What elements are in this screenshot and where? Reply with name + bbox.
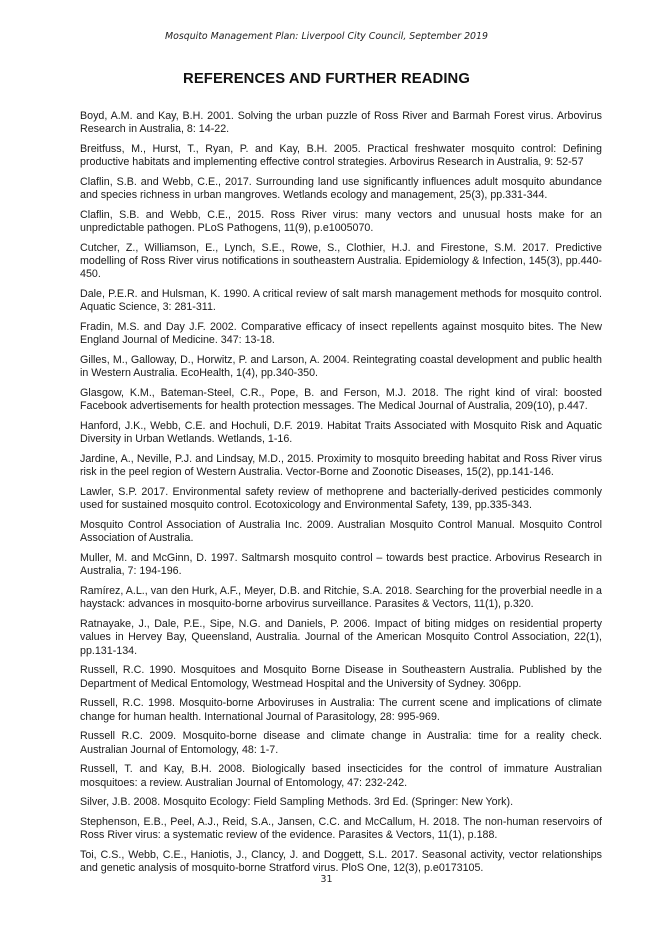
reference-entry: Stephenson, E.B., Peel, A.J., Reid, S.A., Jansen, C.C. and McCallum, H. 2018. The non-human reservoirs of Ross River virus: a systematic review of the evidence. Parasites & Vectors, 11(1), p.188. xyxy=(80,816,602,842)
reference-entry: Gilles, M., Galloway, D., Horwitz, P. and Larson, A. 2004. Reintegrating coastal development and public health in Western Australia. EcoHealth, 1(4), pp.340-350. xyxy=(80,354,602,380)
reference-entry: Russell R.C. 2009. Mosquito-borne disease and climate change in Australia: time for a reality check. Australian Journal of Entomology, 48: 1-7. xyxy=(80,730,602,756)
reference-entry: Hanford, J.K., Webb, C.E. and Hochuli, D.F. 2019. Habitat Traits Associated with Mosquito Risk and Aquatic Diversity in Urban Wetlands. Wetlands, 1-16. xyxy=(80,420,602,446)
reference-entry: Glasgow, K.M., Bateman-Steel, C.R., Pope, B. and Ferson, M.J. 2018. The right kind of viral: boosted Facebook advertisements for health protection messages. The Medical Journal of Australia, 209(10), p.447. xyxy=(80,387,602,413)
page-number: 31 xyxy=(320,874,333,885)
reference-entry: Fradin, M.S. and Day J.F. 2002. Comparative efficacy of insect repellents against mosquito bites. The New England Journal of Medicine. 347: 13-18. xyxy=(80,321,602,347)
section-title: REFERENCES AND FURTHER READING xyxy=(183,71,470,87)
reference-entry: Ramírez, A.L., van den Hurk, A.F., Meyer, D.B. and Ritchie, S.A. 2018. Searching for the proverbial needle in a haystack: advances in mosquito-borne arbovirus surveillance. Parasites & Vectors, 11(1), p.320. xyxy=(80,585,602,611)
reference-entry: Lawler, S.P. 2017. Environmental safety review of methoprene and bacterially-derived pesticides commonly used for sustained mosquito control. Ecotoxicology and Environmental Safety, 139, pp.335-343. xyxy=(80,486,602,512)
reference-entry: Breitfuss, M., Hurst, T., Ryan, P. and Kay, B.H. 2005. Practical freshwater mosquito control: Defining productive habitats and implementing effective control strategies. Arbovirus Research in Australia, 9: 52-57 xyxy=(80,143,602,169)
reference-entry: Boyd, A.M. and Kay, B.H. 2001. Solving the urban puzzle of Ross River and Barmah Forest virus. Arbovirus Research in Australia, 8: 14-22. xyxy=(80,110,602,136)
reference-entry: Claflin, S.B. and Webb, C.E., 2017. Surrounding land use significantly influences adult mosquito abundance and species richness in urban mangroves. Wetlands ecology and management, 25(3), pp.331-344. xyxy=(80,176,602,202)
reference-entry: Toi, C.S., Webb, C.E., Haniotis, J., Clancy, J. and Doggett, S.L. 2017. Seasonal activity, vector relationships and genetic analysis of mosquito-borne Stratford virus. PloS One, 12(3), p.e0173105. xyxy=(80,849,602,875)
reference-entry: Muller, M. and McGinn, D. 1997. Saltmarsh mosquito control – towards best practice. Arbovirus Research in Australia, 7: 194-196. xyxy=(80,552,602,578)
reference-entry: Ratnayake, J., Dale, P.E., Sipe, N.G. and Daniels, P. 2006. Impact of biting midges on residential property values in Hervey Bay, Queensland, Australia. Journal of the American Mosquito Control Association, 22(1), pp.131-134. xyxy=(80,618,602,657)
reference-list xyxy=(80,110,602,882)
reference-entry: Cutcher, Z., Williamson, E., Lynch, S.E., Rowe, S., Clothier, H.J. and Firestone, S.M. 2017. Predictive modelling of Ross River virus notifications in southeastern Australia. Epidemiology & Infection, 145(3), pp.440-450. xyxy=(80,242,602,281)
reference-entry: Russell, T. and Kay, B.H. 2008. Biologically based insecticides for the control of immature Australian mosquitoes: a review. Australian Journal of Entomology, 47: 232-242. xyxy=(80,763,602,789)
reference-entry: Claflin, S.B. and Webb, C.E., 2015. Ross River virus: many vectors and unusual hosts make for an unpredictable pathogen. PLoS Pathogens, 11(9), p.e1005070. xyxy=(80,209,602,235)
reference-entry: Silver, J.B. 2008. Mosquito Ecology: Field Sampling Methods. 3rd Ed. (Springer: New York). xyxy=(80,796,514,809)
reference-entry: Mosquito Control Association of Australia Inc. 2009. Australian Mosquito Control Manual. Mosquito Control Association of Australia. xyxy=(80,519,602,545)
reference-entry: Jardine, A., Neville, P.J. and Lindsay, M.D., 2015. Proximity to mosquito breeding habitat and Ross River virus risk in the peel region of Western Australia. Vector-Borne and Zoonotic Diseases, 15(2), pp.141-146. xyxy=(80,453,602,479)
reference-entry: Russell, R.C. 1990. Mosquitoes and Mosquito Borne Disease in Southeastern Australia. Published by the Department of Medical Entomology, Westmead Hospital and the University of Sydney. 306pp. xyxy=(80,664,602,690)
running-header: Mosquito Management Plan: Liverpool City Council, September 2019 xyxy=(165,31,488,42)
reference-entry: Russell, R.C. 1998. Mosquito-borne Arboviruses in Australia: The current scene and implications of climate change for human health. International Journal of Parasitology, 28: 995-969. xyxy=(80,697,602,723)
reference-entry: Dale, P.E.R. and Hulsman, K. 1990. A critical review of salt marsh management methods for mosquito control. Aquatic Science, 3: 281-311. xyxy=(80,288,602,314)
